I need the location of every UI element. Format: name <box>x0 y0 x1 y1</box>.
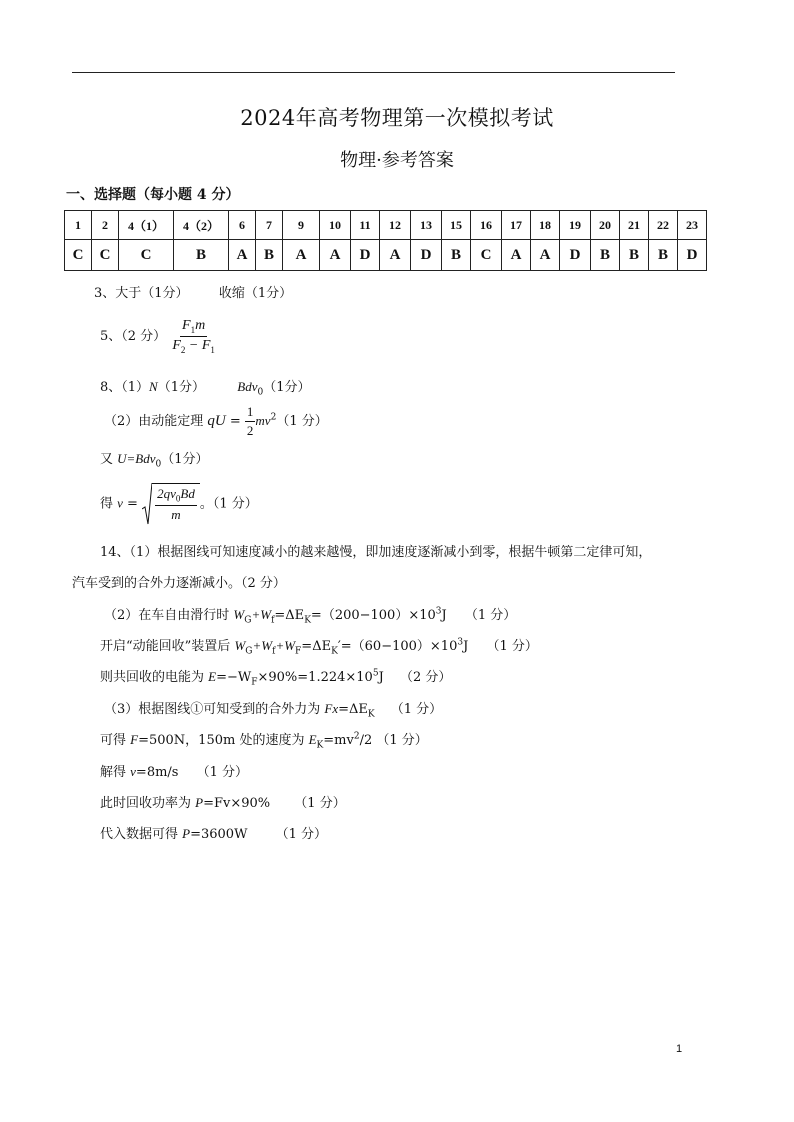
question-number-cell: 18 <box>531 211 560 240</box>
q14-line4: 则共回收的电能为 $E=-W_F\times 90\%=1.224\times 10^5J$ （2 分） <box>100 668 452 688</box>
answer-cell: B <box>256 240 283 271</box>
answer-cell: A <box>531 240 560 271</box>
page-subtitle: 物理·参考答案 <box>340 150 454 171</box>
question-number-cell: 6 <box>229 211 256 240</box>
answer-cell: C <box>471 240 502 271</box>
page-number: 1 <box>676 1043 683 1055</box>
answer-cell: D <box>560 240 591 271</box>
q5-score: （2 分） <box>121 328 167 344</box>
question-number-cell: 16 <box>471 211 502 240</box>
q14-line2: （2）在车自由滑行时 $W_G+W_f=\Delta E_K=(200-100)\times 10^3J$ （1 分） <box>104 606 517 626</box>
q14-para1-line1: 14、（1）根据图线可知速度减小的越来越慢，即加速度逐渐减小到零，根据牛顿第二定律可知， <box>100 545 652 560</box>
question-number-cell: 11 <box>351 211 380 240</box>
question-number-cell: 1 <box>65 211 92 240</box>
page-title: 2024年高考物理第一次模拟考试 <box>240 106 554 130</box>
q14-line8: 此时回收功率为 P=Fv×90% （1 分） <box>100 795 346 811</box>
sqrt-expression: $\frac{2qv_0Bd}{m}$ <box>142 483 200 525</box>
question-number-cell: 4（1） <box>119 211 174 240</box>
question-number-cell: 9 <box>283 211 320 240</box>
answer-cell: B <box>174 240 229 271</box>
question-number-cell: 22 <box>649 211 678 240</box>
answer-table <box>64 210 707 271</box>
q8-line2: （2）由动能定理 qU = $\frac{1}{2}$ $mv^2(1$ 分） <box>104 404 328 438</box>
answer-cell: D <box>351 240 380 271</box>
question-number-cell: 13 <box>411 211 442 240</box>
q3-answer1: 大于（1分） <box>115 286 189 301</box>
answer-cell: B <box>649 240 678 271</box>
q14-line7: 解得 v=8m/s （1 分） <box>100 764 249 780</box>
radical-sign-icon <box>142 483 152 525</box>
question-number-cell: 23 <box>678 211 707 240</box>
answer-cell: D <box>678 240 707 271</box>
question-number-cell: 10 <box>320 211 351 240</box>
q3-label: 3、 <box>94 286 116 301</box>
question-number-cell: 19 <box>560 211 591 240</box>
q3-answer2: 收缩（1分） <box>218 286 293 301</box>
question-number-cell: 7 <box>256 211 283 240</box>
answer-cell: D <box>411 240 442 271</box>
q8-line1: 8、（1）N（1分） Bdv$_0$（1分） <box>100 379 311 398</box>
question-number-cell: 12 <box>380 211 411 240</box>
q14-line5: （3）根据图线①可知受到的合外力为 $Fx=\Delta E_K$ （1 分） <box>104 701 443 720</box>
q14-line3: 开启“动能回收”装置后 $W_G+W_f+W_F=\Delta E_K'=(60-100)\times 10^3J$ （1 分） <box>100 637 538 657</box>
question-number-cell: 15 <box>442 211 471 240</box>
answer-cell: A <box>283 240 320 271</box>
answer-cell: A <box>502 240 531 271</box>
answer-cell: C <box>119 240 174 271</box>
answer-cell: A <box>229 240 256 271</box>
question-number-cell: 4（2） <box>174 211 229 240</box>
question-number-row <box>65 211 707 240</box>
answer-cell: A <box>320 240 351 271</box>
q14-para1-line2: 汽车受到的合外力逐渐减小。（2 分） <box>72 576 286 591</box>
answer-row <box>65 240 707 271</box>
q5-fraction: $\frac{F_1m}{F_2 - F_1}$ <box>172 318 215 355</box>
question-number-cell: 20 <box>591 211 620 240</box>
q3-line <box>94 282 292 301</box>
q5-label: 5、 <box>100 328 122 344</box>
q8-line3: 又 U=Bdv$_0$（1分） <box>100 451 209 470</box>
answer-cell: C <box>65 240 92 271</box>
q5-line <box>100 318 217 355</box>
half-fraction: $\frac{1}{2}$ <box>246 404 254 438</box>
answer-cell: B <box>442 240 471 271</box>
q14-line6: 可得 F=500N，150m 处的速度为 $E_K=mv^2/2$ （1 分） <box>100 731 428 751</box>
question-number-cell: 2 <box>92 211 119 240</box>
question-number-cell: 17 <box>502 211 531 240</box>
q14-line9: 代入数据可得 P=3600W （1 分） <box>100 826 327 842</box>
top-rule <box>72 72 675 73</box>
answer-cell: B <box>620 240 649 271</box>
q8-line4: 得 v = $\frac{2qv_0Bd}{m}$ 。（1 分） <box>100 483 258 525</box>
answer-cell: C <box>92 240 119 271</box>
section-heading: 一、选择题（每小题 4 分） <box>66 187 240 203</box>
answer-cell: B <box>591 240 620 271</box>
answer-cell: A <box>380 240 411 271</box>
question-number-cell: 21 <box>620 211 649 240</box>
